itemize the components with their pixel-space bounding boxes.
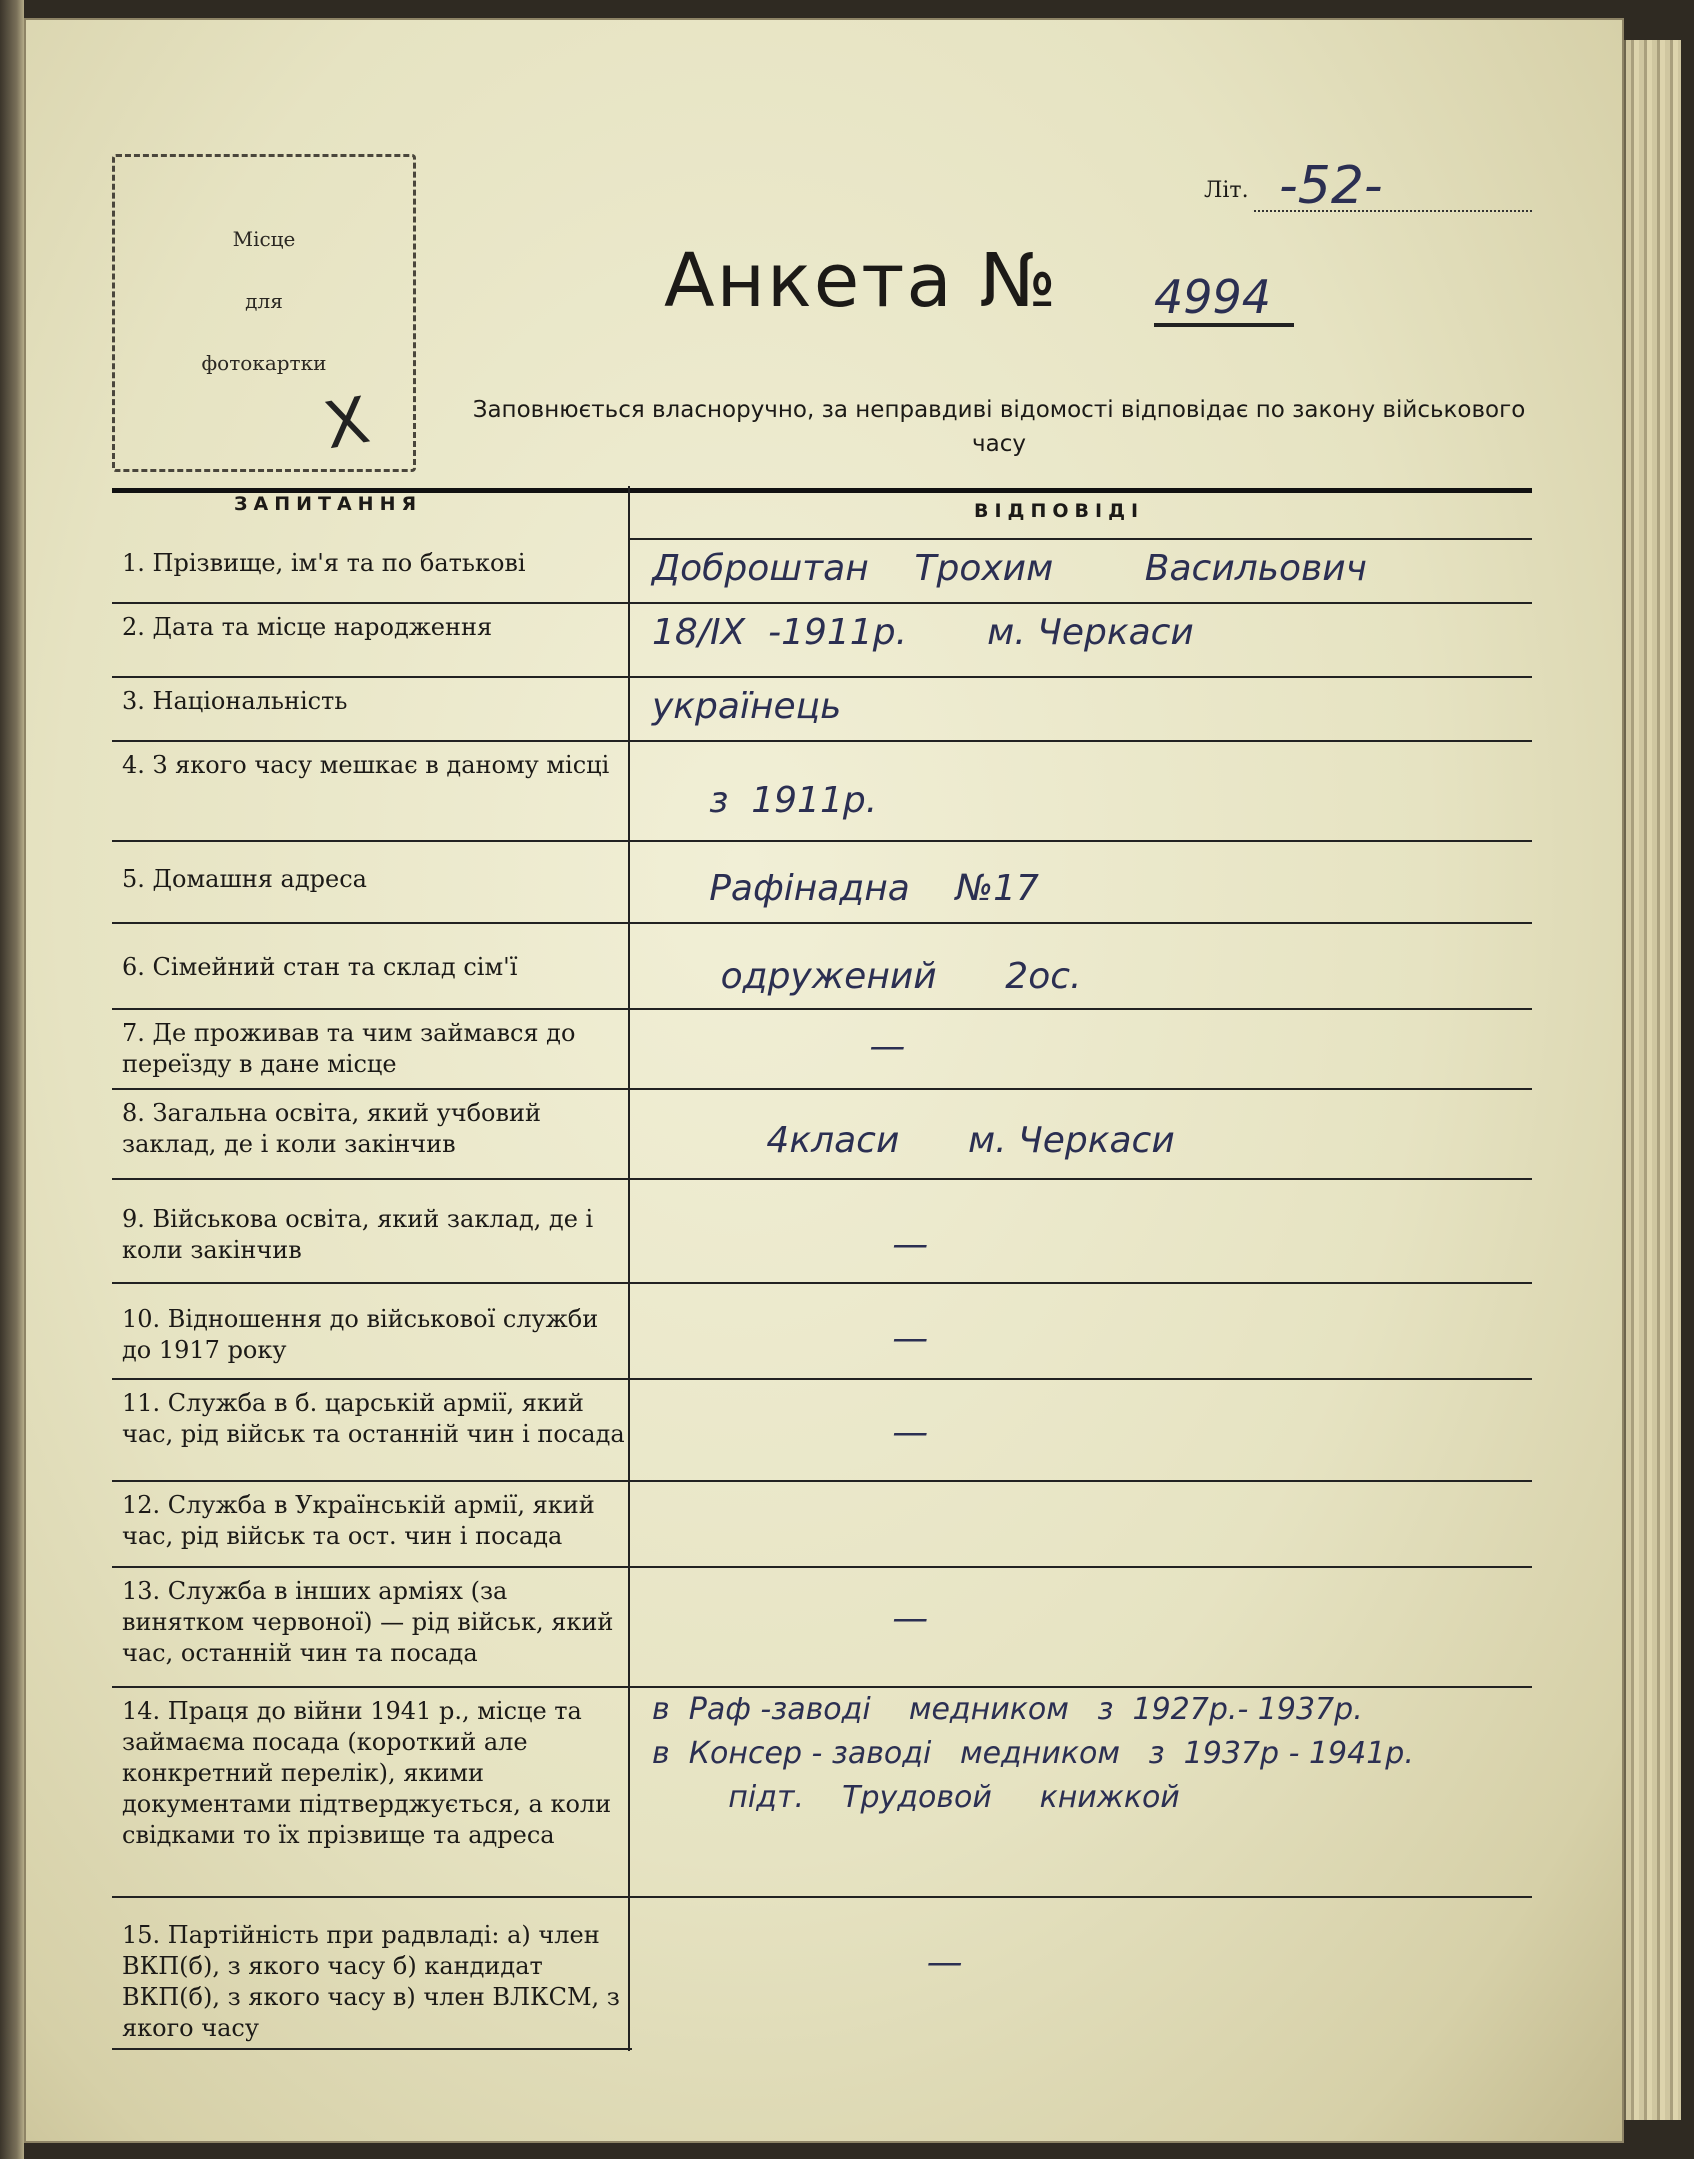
question-8: 8. Загальна освіта, який учбовий заклад, де і коли закінчив bbox=[122, 1099, 541, 1158]
question-5: 5. Домашня адреса bbox=[122, 865, 367, 893]
answer-4: з 1911р. bbox=[652, 780, 878, 821]
answer-3: українець bbox=[652, 686, 842, 727]
form-row-8 bbox=[112, 1090, 1532, 1180]
question-12: 12. Служба в Українській армії, який час, рід військ та ост. чин і посада bbox=[122, 1491, 595, 1550]
answer-14: в Раф -заводі медником з 1927р.- 1937р. в Консер - заводі медником з 1937р - 1941р. підт. Трудовой книжкой bbox=[652, 1692, 1414, 1815]
lit-value: -52- bbox=[1279, 156, 1383, 216]
form-instructions: Заповнюється власноручно, за неправдиві відомості відповідає по закону військового часу bbox=[472, 397, 1526, 457]
question-3: 3. Національність bbox=[122, 687, 348, 715]
form-row-12 bbox=[112, 1482, 1532, 1568]
answer-8: 4класи м. Черкаси bbox=[652, 1120, 1175, 1161]
form-row-6 bbox=[112, 924, 1532, 1010]
form-row-14 bbox=[112, 1688, 1532, 1898]
question-7: 7. Де проживав та чим займався до переїзду в дане місце bbox=[122, 1019, 576, 1078]
answer-13: — bbox=[652, 1598, 929, 1639]
answer-15: — bbox=[652, 1942, 963, 1983]
form-row-10 bbox=[112, 1284, 1532, 1380]
form-row-7 bbox=[112, 1010, 1532, 1090]
answer-5: Рафінадна №17 bbox=[652, 868, 1039, 909]
answer-1: Доброштан Трохим Васильович bbox=[652, 548, 1367, 589]
answers-header: ВІДПОВІДІ bbox=[974, 500, 1145, 522]
form-title: Анкета № bbox=[664, 238, 1059, 324]
form-row-4 bbox=[112, 742, 1532, 842]
lit-label: Літ. bbox=[1204, 178, 1249, 203]
questions-header: ЗАПИТАННЯ bbox=[234, 493, 423, 515]
form-row-9 bbox=[112, 1180, 1532, 1284]
form-number-value: 4994 bbox=[1154, 270, 1272, 324]
answer-6: одружений 2ос. bbox=[652, 956, 1082, 997]
photo-label-line3: фотокартки bbox=[201, 351, 327, 375]
form-row-5 bbox=[112, 842, 1532, 924]
photo-label-line1: Місце bbox=[232, 227, 296, 251]
form-row-2 bbox=[112, 604, 1532, 678]
question-13: 13. Служба в інших арміях (за винятком червоної) — рід військ, який час, останній чин та посада bbox=[122, 1577, 614, 1667]
form-row-3 bbox=[112, 678, 1532, 742]
answer-10: — bbox=[652, 1318, 929, 1359]
question-9: 9. Військова освіта, який заклад, де і коли закінчив bbox=[122, 1205, 594, 1264]
form-row-11 bbox=[112, 1380, 1532, 1482]
form-row-15 bbox=[112, 1898, 1532, 2048]
answer-2: 18/IX -1911р. м. Черкаси bbox=[652, 612, 1194, 653]
photo-label-line2: для bbox=[245, 289, 283, 313]
question-15: 15. Партійність при радвладі: а) член ВКП(б), з якого часу б) кандидат ВКП(б), з якого часу в) член ВЛКСМ, з якого часу bbox=[122, 1921, 620, 2042]
question-2: 2. Дата та місце народження bbox=[122, 613, 493, 641]
question-4: 4. З якого часу мешкає в даному місці bbox=[122, 751, 610, 779]
handwritten-cross-mark: X bbox=[318, 383, 375, 465]
book-binding bbox=[0, 0, 24, 2159]
form-row-13 bbox=[112, 1568, 1532, 1688]
table-bottom-rule bbox=[112, 2048, 632, 2050]
photo-placeholder-box bbox=[112, 154, 416, 472]
question-6: 6. Сімейний стан та склад сім'ї bbox=[122, 953, 518, 981]
question-10: 10. Відношення до військової служби до 1917 року bbox=[122, 1305, 599, 1364]
question-14: 14. Праця до війни 1941 р., місце та займаєма посада (короткий але конкретний перелік), якими документами підтверджується, а коли свідками то їх прізвище та адреса bbox=[122, 1697, 612, 1849]
form-row-1 bbox=[112, 540, 1532, 604]
answer-7: — bbox=[652, 1026, 906, 1067]
answer-9: — bbox=[652, 1224, 929, 1265]
page-stack-edge bbox=[1624, 40, 1681, 2120]
question-1: 1. Прізвище, ім'я та по батькові bbox=[122, 549, 526, 577]
questionnaire-page bbox=[24, 18, 1624, 2143]
answer-11: — bbox=[652, 1412, 929, 1453]
question-11: 11. Служба в б. царській армії, який час, рід військ та останній чин і посада bbox=[122, 1389, 625, 1448]
